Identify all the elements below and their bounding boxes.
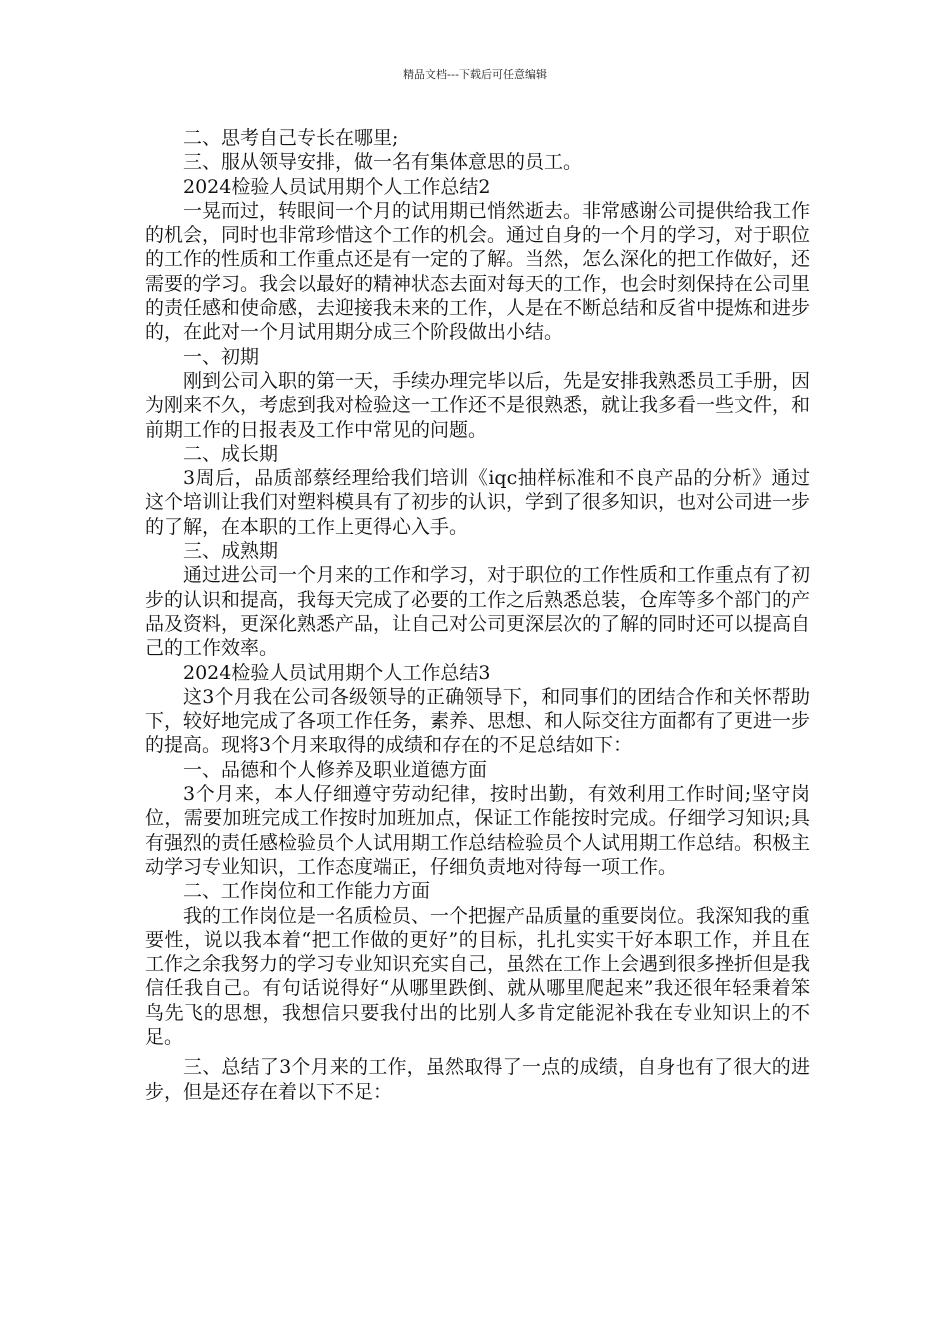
paragraph: 我的工作岗位是一名质检员、一个把握产品质量的重要岗位。我深知我的重要性，说以我本着“把工作做的更好”的目标，扎扎实实干好本职工作，并且在工作之余我努力的学习专业知识充实自己，虽然在工作上会遇到很多挫折但是我信任我自己。有句话说得好“从哪里跌倒、就从哪里爬起来”我还很年轻秉着笨鸟先飞的思想，我想信只要我付出的比别人多肯定能泥补我在专业知识上的不足。 [145,904,811,1048]
section-title: 2024检验人员试用期个人工作总结2 [183,175,491,198]
paragraph: 一晃而过，转眼间一个月的试用期已悄然逝去。非常感谢公司提供给我工作的机会，同时也非常珍惜这个工作的机会。通过自身的一个月的学习，对于职位的工作的性质和工作重点还是有一定的了解。当然，怎么深化的把工作做好，还需要的学习。我会以最好的精神状态去面对每天的工作，也会时刻保持在公司里的责任感和使命感，去迎接我未来的工作，人是在不断总结和反省中提炼和进步的，在此对一个月试用期分成三个阶段做出小结。 [145,199,811,344]
section-heading: 一、品德和个人修养及职业道德方面 [183,758,488,781]
section-heading: 二、工作岗位和工作能力方面 [183,880,431,903]
section-heading: 三、成熟期 [183,540,279,563]
paragraph: 通过进公司一个月来的工作和学习，对于职位的工作性质和工作重点有了初步的认识和提高，我每天完成了必要的工作之后熟悉总装，仓库等多个部门的产品及资料，更深化熟悉产品，让自己对公司更深层次的了解的同时还可以提高自己的工作效率。 [145,564,811,660]
page-header: 精品文档---下载后可任意编辑 [403,68,547,81]
paragraph: 3周后，品质部蔡经理给我们培训《iqc抽样标准和不良产品的分析》通过这个培训让我们对塑料模具有了初步的认识，学到了很多知识，也对公司进一步的了解，在本职的工作上更得心入手。 [145,467,811,538]
paragraph: 二、思考自己专长在哪里; [183,127,399,149]
paragraph: 三、服从领导安排，做一名有集体意思的员工。 [183,151,583,174]
document-body [145,126,810,1104]
section-title: 2024检验人员试用期个人工作总结3 [183,661,491,684]
paragraph: 这3个月我在公司各级领导的正确领导下，和同事们的团结合作和关怀帮助下，较好地完成了各项工作任务，素养、思想、和人际交往方面都有了更进一步的提高。现将3个月来取得的成绩和存在的不足总结如下： [145,685,811,757]
paragraph: 3个月来，本人仔细遵守劳动纪律，按时出勤，有效利用工作时间;坚守岗位，需要加班完成工作按时加班加点，保证工作能按时完成。仔细学习知识;具有强烈的责任感检验员个人试用期工作总结检验员个人试用期工作总结。积极主动学习专业知识，工作态度端正，仔细负责地对待每一项工作。 [145,783,811,878]
paragraph: 三、总结了3个月来的工作，虽然取得了一点的成绩，自身也有了很大的进步，但是还存在着以下不足： [145,1056,810,1103]
section-heading: 二、成长期 [183,442,279,465]
section-heading: 一、初期 [183,345,260,368]
paragraph: 刚到公司入职的第一天，手续办理完毕以后，先是安排我熟悉员工手册，因为刚来不久，考虑到我对检验这一工作还不是很熟悉，就让我多看一些文件，和前期工作的日报表及工作中常见的问题。 [145,369,811,441]
